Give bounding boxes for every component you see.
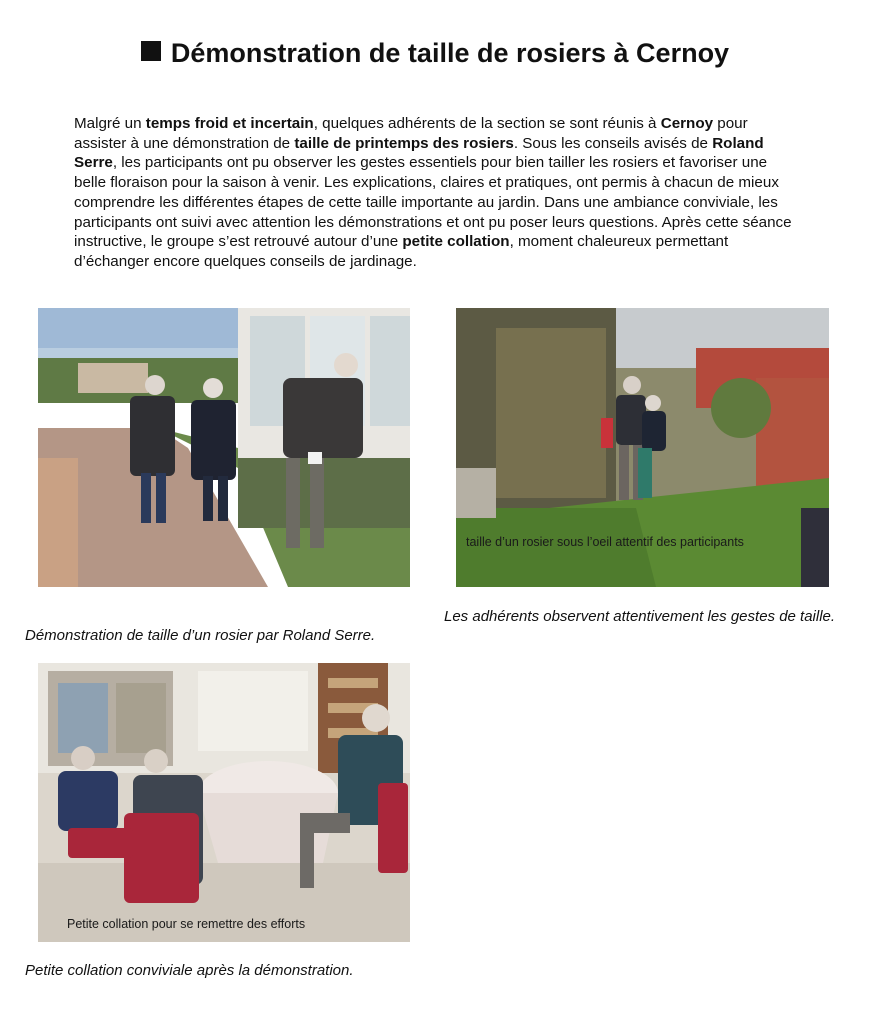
intro-bold-text: Cernoy <box>660 115 714 132</box>
photo-collation <box>38 663 410 942</box>
photo2-caption: Les adhérents observent attentivement les gestes de taille. <box>444 608 836 625</box>
title-text: Démonstration de taille de rosiers à Cernoy <box>170 38 730 68</box>
intro-bold-text: temps froid et incertain <box>145 115 314 132</box>
page-title <box>0 38 870 69</box>
intro-bold-text: Roland Serre <box>74 134 764 172</box>
intro-text: , moment chaleureux permettant d’échanger encore quelques conseils de jardinage. <box>74 233 729 270</box>
intro-text: , quelques adhérents de la section se sont réunis à <box>313 115 661 132</box>
intro-text: pour assister à une démonstration de <box>74 115 748 152</box>
photo2-overlay-text: taille d’un rosier sous l’oeil attentif des participants <box>466 535 744 549</box>
photo3-caption: Petite collation conviviale après la démonstration. <box>25 962 354 979</box>
photo3-overlay-text: Petite collation pour se remettre des efforts <box>67 917 306 931</box>
intro-bold-text: petite collation <box>402 233 510 251</box>
photo1-caption: Démonstration de taille d’un rosier par Roland Serre. <box>25 627 376 644</box>
intro-text: . Sous les conseils avisés de <box>513 134 713 152</box>
photo-rose-pruning-demo <box>38 308 410 587</box>
square-bullet-icon <box>141 41 161 61</box>
intro-bold-text: taille de printemps des rosiers <box>294 134 514 152</box>
intro-text: Malgré un <box>74 115 146 132</box>
intro-paragraph <box>74 114 796 272</box>
intro-text: , les participants ont pu observer les gestes essentiels pour bien tailler les rosiers et favoriser une belle floraison pour la saison à venir. Les explications, claires et pratiques, ont permis à chacun de mieux comprendre les différentes étapes de cette taille importante au jardin. Dans une ambiance conviviale, les participants ont suivi avec attention les démonstrations et ont pu poser leurs questions. Après cette séance instructive, le groupe s’est retrouvé autour d’une <box>74 154 792 251</box>
